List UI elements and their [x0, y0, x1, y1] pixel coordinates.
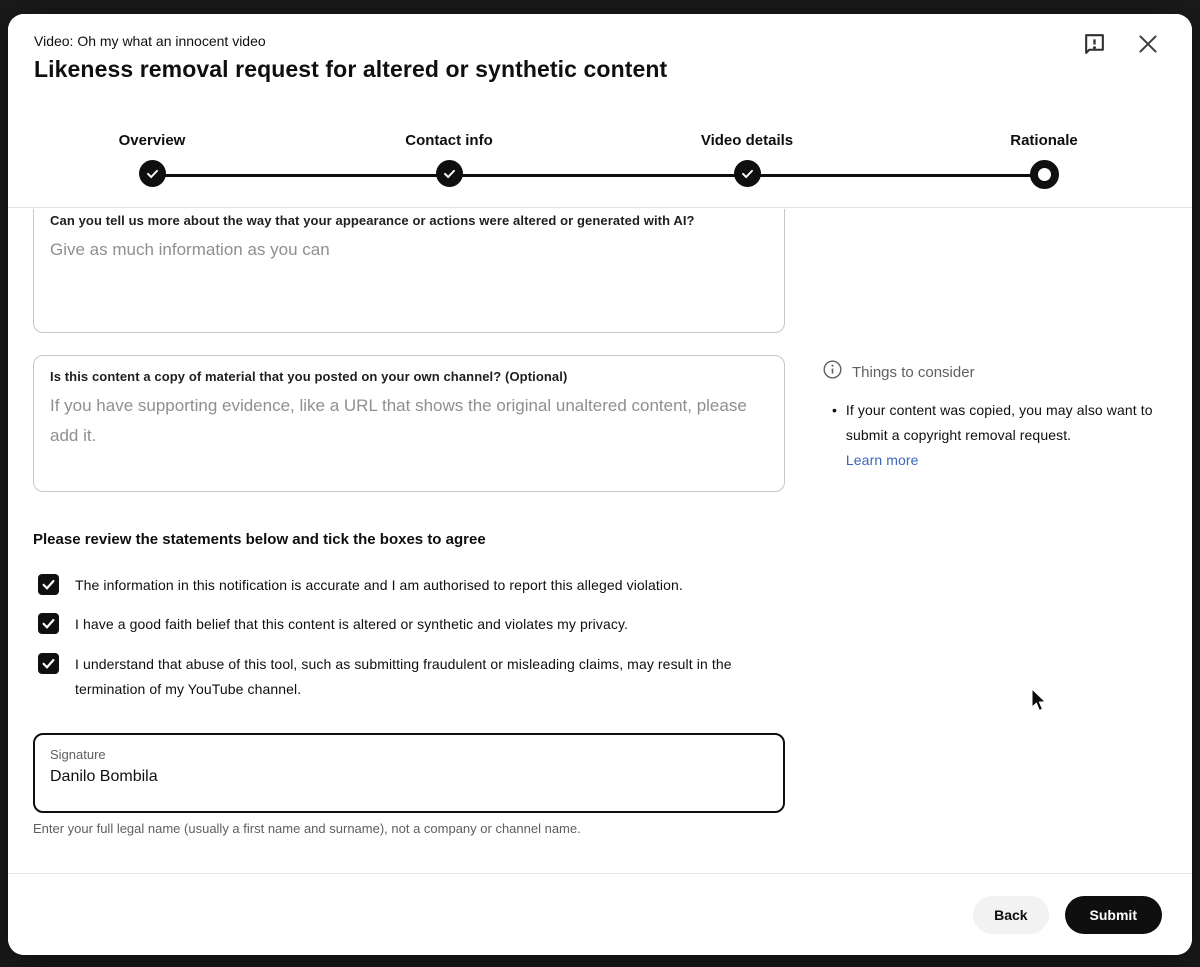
- info-icon: [822, 359, 843, 385]
- statements-heading: Please review the statements below and tick the boxes to agree: [33, 531, 486, 548]
- page-title: Likeness removal request for altered or synthetic content: [34, 56, 668, 82]
- statement-checkbox-accuracy[interactable]: [38, 574, 59, 595]
- statement-checkbox-good-faith[interactable]: [38, 613, 59, 634]
- statement-row: [38, 612, 628, 637]
- statement-label: I understand that abuse of this tool, such as submitting fraudulent or misleading claims, may result in the termination of my YouTube channel.: [75, 656, 732, 697]
- step-video-details: Video details: [667, 132, 827, 187]
- video-context-label: Video: Oh my what an innocent video: [34, 33, 266, 49]
- statement-label: The information in this notification is accurate and I am authorised to report this alleged violation.: [75, 577, 683, 593]
- submit-button[interactable]: Submit: [1065, 896, 1162, 934]
- likeness-removal-dialog: [8, 14, 1192, 955]
- copied-content-label: Is this content a copy of material that you posted on your own channel? (Optional): [50, 369, 568, 384]
- ai-alteration-textarea[interactable]: [34, 228, 784, 336]
- step-current-icon: [1030, 160, 1059, 189]
- learn-more-link[interactable]: Learn more: [845, 452, 919, 468]
- things-to-consider-panel: [822, 359, 1168, 473]
- ai-alteration-label: Can you tell us more about the way that your appearance or actions were altered or generated with AI?: [50, 213, 695, 228]
- signature-label: Signature: [50, 747, 106, 762]
- statement-checkbox-abuse[interactable]: [38, 653, 59, 674]
- progress-stepper: [8, 14, 1192, 208]
- step-done-icon: [734, 160, 761, 187]
- consider-bullet-text: If your content was copied, you may also want to submit a copyright removal request.: [845, 402, 1153, 443]
- bullet-dot: •: [832, 402, 837, 418]
- signature-field: [33, 733, 785, 813]
- stepper-connector-line: [152, 174, 1044, 177]
- statement-row: [38, 573, 683, 598]
- dialog-footer: [8, 873, 1192, 955]
- step-done-icon: [139, 160, 166, 187]
- things-to-consider-title: Things to consider: [852, 363, 975, 381]
- signature-input[interactable]: [35, 762, 783, 786]
- dialog-header: [8, 14, 1192, 208]
- consider-bullet: [832, 398, 1168, 473]
- statement-row: [38, 652, 781, 702]
- copied-content-textarea[interactable]: [34, 384, 784, 490]
- copied-content-field: [33, 355, 785, 492]
- back-button[interactable]: Back: [973, 896, 1048, 934]
- signature-helper-text: Enter your full legal name (usually a first name and surname), not a company or channel name.: [33, 821, 581, 836]
- step-done-icon: [436, 160, 463, 187]
- step-contact-info: Contact info: [369, 132, 529, 187]
- step-rationale: Rationale: [964, 132, 1124, 189]
- ai-alteration-field: [33, 209, 785, 333]
- step-overview: Overview: [72, 132, 232, 187]
- statement-label: I have a good faith belief that this content is altered or synthetic and violates my privacy.: [75, 616, 629, 632]
- form-content: [8, 209, 1192, 873]
